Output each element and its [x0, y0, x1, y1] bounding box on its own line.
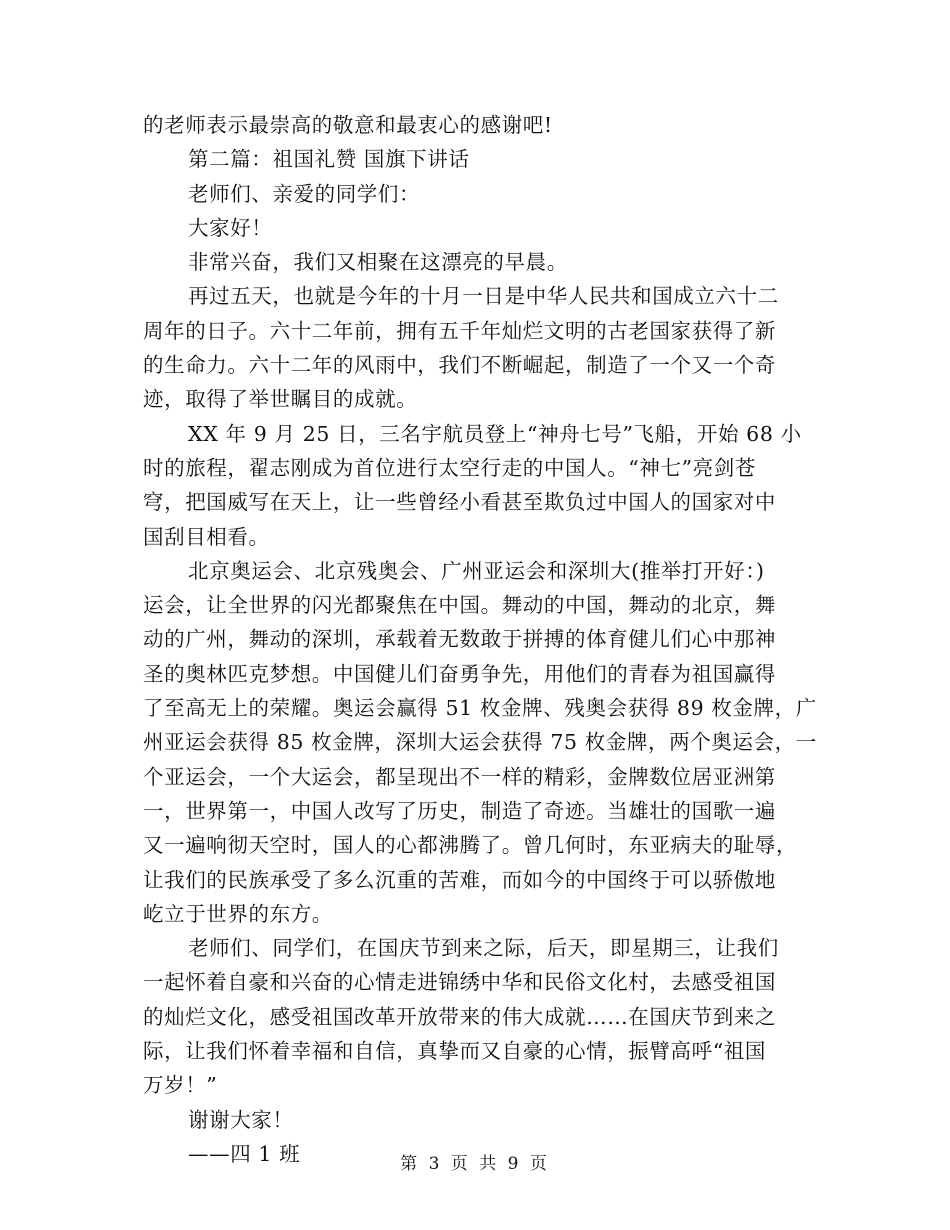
- page-number-footer: 第 3 页 共 9 页: [400, 1154, 550, 1174]
- text-line: XX 年 9 月 25 日，三名宇航员登上“神舟七号”飞船，开始 68 小: [188, 421, 802, 446]
- text-line: 动的广州，舞动的深圳，承载着无数敢于拼搏的体育健儿们心中那神: [143, 627, 776, 652]
- text-line: 周年的日子。六十二年前，拥有五千年灿烂文明的古老国家获得了新: [143, 318, 776, 343]
- text-line: 的灿烂文化，感受祖国改革开放带来的伟大成就……在国庆节到来之: [143, 1004, 776, 1029]
- text-line: 时的旅程，翟志刚成为首位进行太空行走的中国人。“神七”亮剑苍: [143, 455, 756, 480]
- text-line: 北京奥运会、北京残奥会、广州亚运会和深圳大(推举打开好：): [188, 558, 765, 583]
- text-line: 屹立于世界的东方。: [143, 901, 333, 926]
- text-line: 第二篇：祖国礼赞 国旗下讲话: [188, 147, 470, 172]
- text-line: 一起怀着自豪和兴奋的心情走进锦绣中华和民俗文化村，去感受祖国: [143, 970, 776, 995]
- text-line: 万岁！”: [143, 1073, 218, 1098]
- text-line: 谢谢大家！: [188, 1107, 294, 1132]
- text-line: 老师们、亲爱的同学们：: [188, 181, 421, 206]
- text-line: 让我们的民族承受了多么沉重的苦难，而如今的中国终于可以骄傲地: [143, 867, 776, 892]
- document-body: [143, 108, 817, 1171]
- text-line: 际，让我们怀着幸福和自信，真挚而又自豪的心情，振臂高呼“祖国: [143, 1039, 766, 1064]
- text-line: 穹，把国威写在天上，让一些曾经小看甚至欺负过中国人的国家对中: [143, 490, 776, 515]
- text-line: 国刮目相看。: [143, 524, 270, 549]
- text-line: 又一遍响彻天空时，国人的心都沸腾了。曾几何时，东亚病夫的耻辱，: [143, 833, 798, 858]
- text-line: 的老师表示最崇高的敬意和最衷心的感谢吧!: [143, 113, 553, 137]
- text-line: ——四 1 班: [188, 1141, 301, 1166]
- text-line: 大家好！: [188, 215, 273, 240]
- text-line: 再过五天，也就是今年的十月一日是中华人民共和国成立六十二: [188, 284, 779, 309]
- text-line: 的生命力。六十二年的风雨中，我们不断崛起，制造了一个又一个奇: [143, 353, 776, 378]
- text-line: 圣的奥林匹克梦想。中国健儿们奋勇争先，用他们的青春为祖国赢得: [143, 661, 776, 686]
- text-line: 老师们、同学们，在国庆节到来之际，后天，即星期三，让我们: [188, 936, 779, 961]
- text-line: 运会，让全世界的闪光都聚焦在中国。舞动的中国，舞动的北京，舞: [143, 593, 776, 618]
- text-line: 个亚运会，一个大运会，都呈现出不一样的精彩，金牌数位居亚洲第: [143, 764, 776, 789]
- text-line: 迹，取得了举世瞩目的成就。: [143, 387, 418, 412]
- text-line: 一，世界第一，中国人改写了历史，制造了奇迹。当雄壮的国歌一遍: [143, 798, 776, 823]
- text-line: 州亚运会获得 85 枚金牌，深圳大运会获得 75 枚金牌，两个奥运会，一: [143, 730, 817, 755]
- text-line: 非常兴奋，我们又相聚在这漂亮的早晨。: [188, 250, 568, 275]
- text-line: 了至高无上的荣耀。奥运会赢得 51 枚金牌、残奥会获得 89 枚金牌，广: [143, 696, 817, 721]
